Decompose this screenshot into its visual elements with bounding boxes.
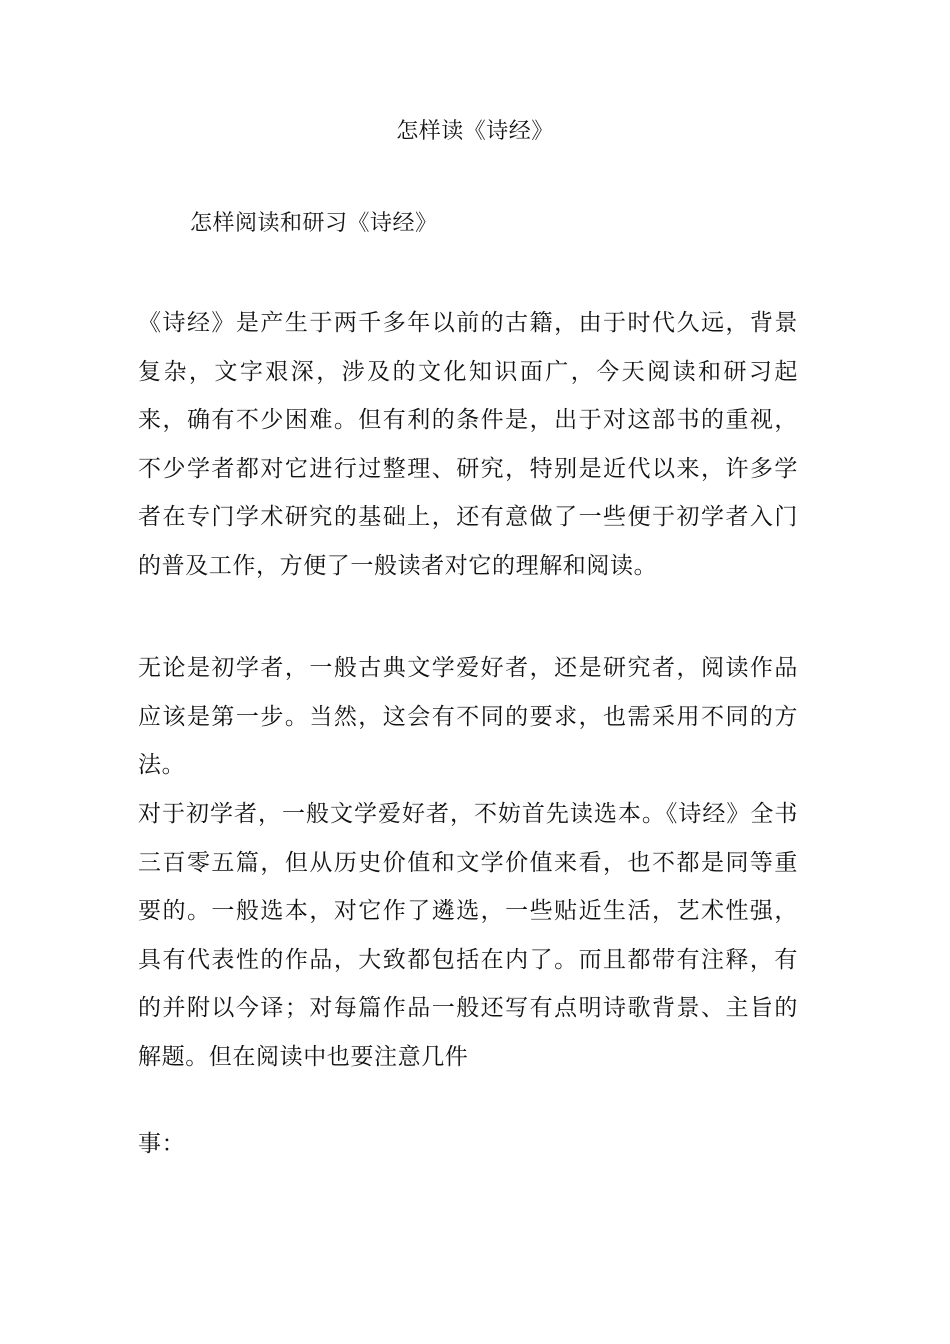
document-title: 怎样读《诗经》 <box>396 119 554 144</box>
paragraph-continuation: 事： <box>138 1131 186 1157</box>
paragraph-anthologies: 对于初学者，一般文学爱好者，不妨首先读选本。《诗经》全书三百零五篇，但从历史价值和文学价值来看，也不都是同等重要的。一般选本，对它作了遴选，一些贴近生活，艺术性强，具有代表性的作品，大致都包括在内了。而且都带有注释，有的并附以今译；对每篇作品一般还写有点明诗歌背景、主旨的解题。但在阅读中也要注意几件 <box>138 801 798 1070</box>
document-subtitle: 怎样阅读和研习《诗经》 <box>190 211 438 236</box>
paragraph-intro: 《诗经》是产生于两千多年以前的古籍，由于时代久远，背景复杂，文字艰深，涉及的文化知识面广，今天阅读和研习起来，确有不少困难。但有利的条件是，出于对这部书的重视，不少学者都对它进行过整理、研究，特别是近代以来，许多学者在专门学术研究的基础上，还有意做了一些便于初学者入门的普及工作，方便了一般读者对它的理解和阅读。 <box>138 310 798 579</box>
paragraph-first-step: 无论是初学者，一般古典文学爱好者，还是研究者，阅读作品应该是第一步。当然，这会有不同的要求，也需采用不同的方法。 <box>138 655 798 778</box>
